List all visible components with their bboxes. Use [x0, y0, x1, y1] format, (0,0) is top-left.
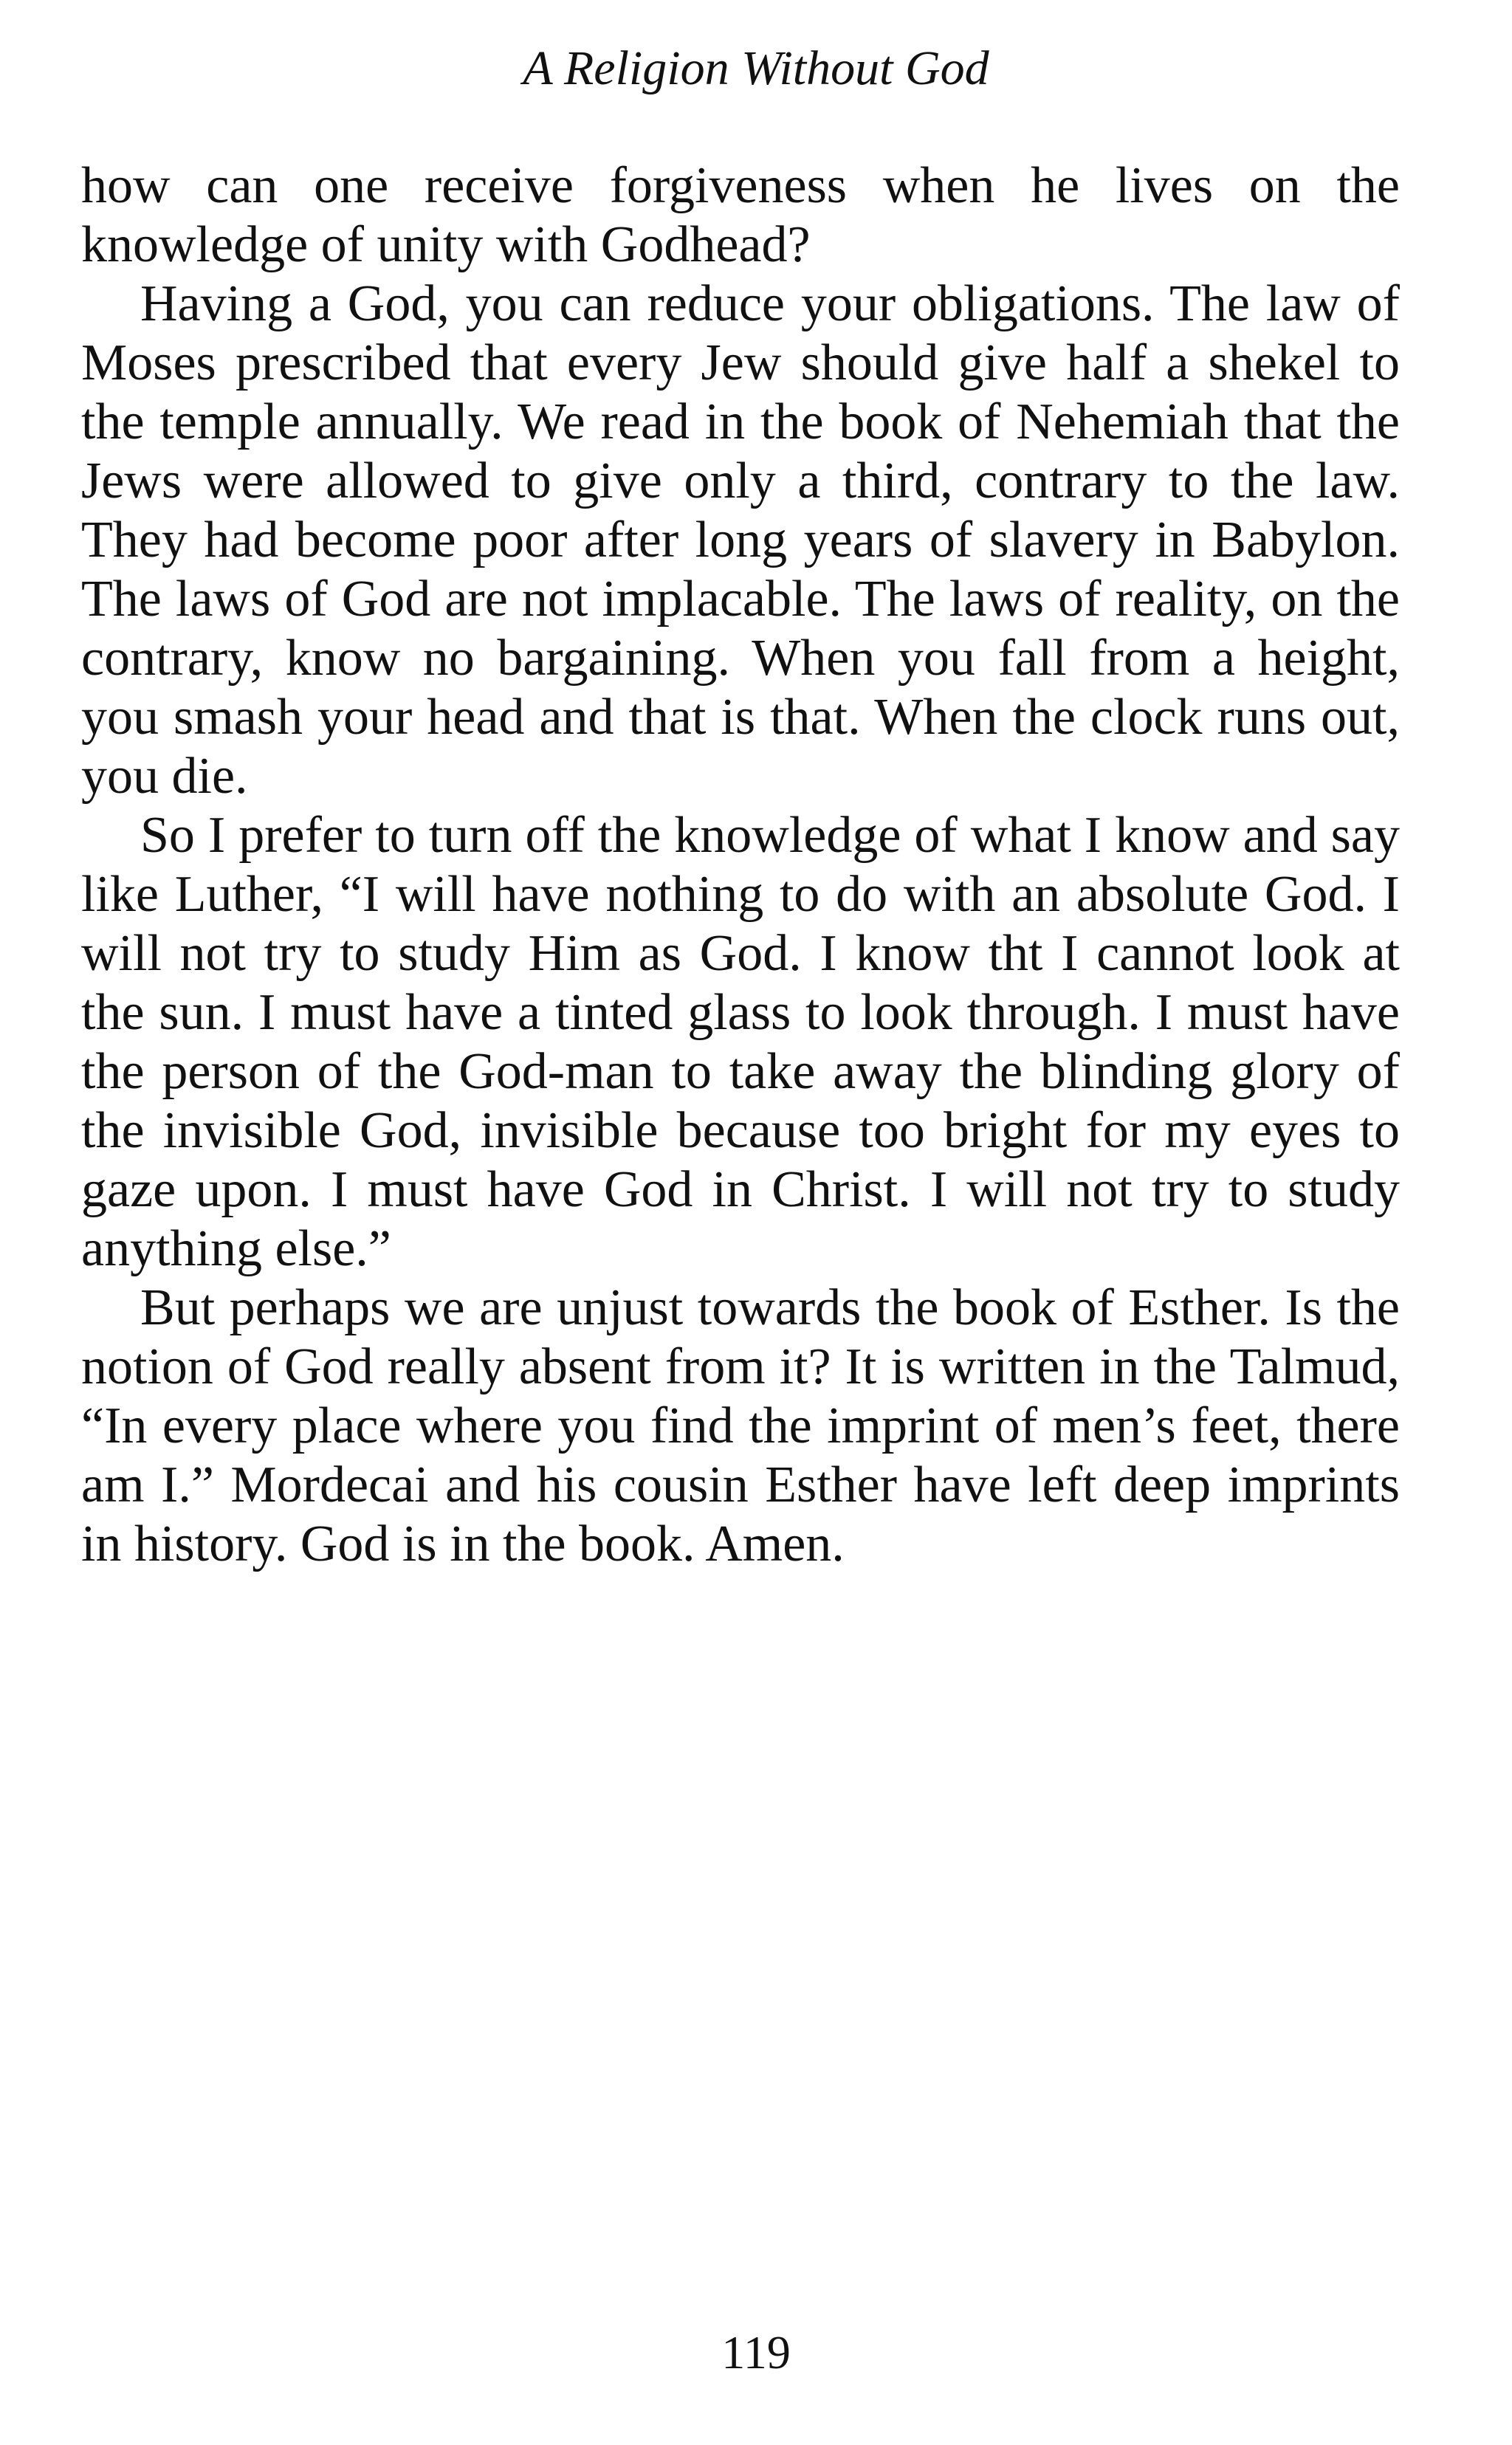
- body-text: [81, 157, 1400, 1574]
- running-head: A Religion Without God: [523, 41, 989, 95]
- paragraph-4: But perhaps we are unjust towards the book of Esther. Is the notion of God really absent from it? It is written in the Talmud, “In every place where you find the imprint of men’s feet, there am I.” Mordecai and his cousin Esther have left deep imprints in history. God is in the book. Amen.: [81, 1279, 1400, 1572]
- page-number: 119: [721, 2326, 791, 2379]
- paragraph-3: So I prefer to turn off the knowledge of what I know and say like Luther, “I will have nothing to do with an absolute God. I will not try to study Him as God. I know tht I cannot look at the sun. I must have a tinted glass to look through. I must have the person of the God-man to take away the blinding glory of the invisible God, invisible because too bright for my eyes to gaze upon. I must have God in Christ. I will not try to study anything else.”: [81, 807, 1400, 1277]
- paragraph-2: Having a God, you can reduce your obligations. The law of Moses prescribed that every Jew should give half a shekel to the temple annually. We read in the book of Nehemiah that the Jews were allowed to give only a third, contrary to the law. They had become poor after long years of slavery in Babylon. The laws of God are not implacable. The laws of reality, on the contrary, know no bargaining. When you fall from a height, you smash your head and that is that. When the clock runs out, you die.: [81, 275, 1400, 805]
- paragraph-1: how can one receive forgiveness when he lives on the knowledge of unity with Godhead?: [81, 157, 1400, 273]
